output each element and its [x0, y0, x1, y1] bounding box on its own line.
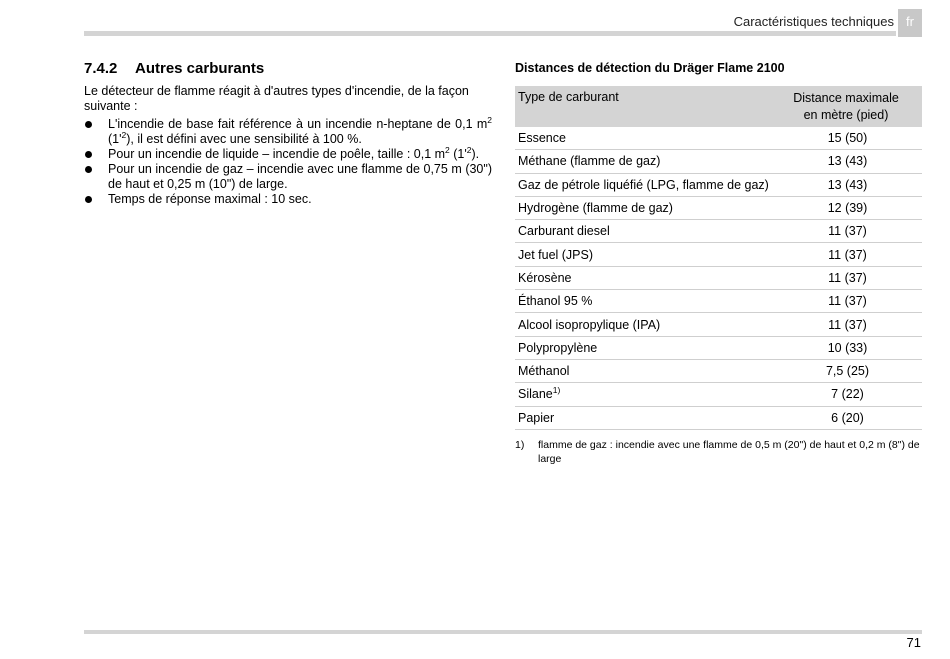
fuel-cell: Carburant diesel [515, 220, 773, 243]
table-row [515, 127, 922, 150]
distance-cell: 6 (20) [773, 406, 922, 429]
fuel-cell: Papier [515, 406, 773, 429]
table-row [515, 359, 922, 382]
bullet-item: Temps de réponse maximal : 10 sec. [84, 192, 492, 207]
fuel-cell: Hydrogène (flamme de gaz) [515, 196, 773, 219]
table-row [515, 383, 922, 406]
section-column [84, 60, 492, 207]
distance-cell: 12 (39) [773, 196, 922, 219]
fuel-cell: Silane$^{1)}$ [515, 383, 773, 406]
bullet-dot-icon [85, 196, 92, 203]
bullet-item: L'incendie de base fait référence à un incendie n-heptane de 0,1 $m^2$ $(1'^2)$, il est défini avec une sensibilité à 100 %. [84, 117, 492, 147]
bullet-dot-icon [85, 151, 92, 158]
table-row [515, 266, 922, 289]
fuel-cell: Essence [515, 127, 773, 150]
table-row [515, 406, 922, 429]
section-number: 7.4.2 [84, 60, 118, 77]
table-title: Distances de détection du Dräger Flame 2100 [515, 61, 785, 75]
distance-cell: 7 (22) [773, 383, 922, 406]
section-intro: Le détecteur de flamme réagit à d'autres types d'incendie, de la façon suivante : [84, 84, 469, 113]
fuel-cell: Gaz de pétrole liquéfié (LPG, flamme de gaz) [515, 173, 773, 196]
distance-cell: 11 (37) [773, 266, 922, 289]
detection-distance-table [515, 86, 922, 430]
header-fuel-type: Type de carburant [515, 86, 773, 127]
fuel-cell: Jet fuel (JPS) [515, 243, 773, 266]
distance-cell: 10 (33) [773, 336, 922, 359]
section-heading [84, 60, 492, 77]
page-number: 71 [906, 635, 921, 650]
footnote-text: flamme de gaz : incendie avec une flamme de 0,5 m (20") de haut et 0,2 m (8") de large [538, 438, 920, 465]
distance-cell: 11 (37) [773, 313, 922, 336]
bullet-item: Pour un incendie de gaz – incendie avec une flamme de 0,75 m (30") de haut et 0,25 m (10") de large. [84, 162, 492, 192]
distance-cell: 15 (50) [773, 127, 922, 150]
distance-cell: 11 (37) [773, 220, 922, 243]
table-column [515, 61, 922, 466]
bullet-dot-icon [85, 121, 92, 128]
table-row [515, 243, 922, 266]
language-tab: fr [898, 9, 922, 37]
fuel-cell: Kérosène [515, 266, 773, 289]
fuel-cell: Méthane (flamme de gaz) [515, 150, 773, 173]
table-row [515, 173, 922, 196]
footer-rule [84, 630, 922, 634]
section-title: Autres carburants [135, 60, 265, 77]
bullet-item: Pour un incendie de liquide – incendie de poêle, taille : 0,1 $m^2$ $(1'^2)$. [84, 147, 492, 162]
footnote-ref: 1) [552, 385, 561, 396]
distance-cell: 7,5 (25) [773, 359, 922, 382]
table-row [515, 220, 922, 243]
table-header-row [515, 86, 922, 127]
table-row [515, 290, 922, 313]
table-row [515, 196, 922, 219]
table-row [515, 313, 922, 336]
distance-cell: 11 (37) [773, 243, 922, 266]
bullet-list [84, 117, 492, 207]
table-row [515, 150, 922, 173]
table-footnote [515, 438, 922, 466]
fuel-cell: Méthanol [515, 359, 773, 382]
distance-cell: 11 (37) [773, 290, 922, 313]
header-rule [84, 31, 896, 36]
fuel-cell: Alcool isopropylique (IPA) [515, 313, 773, 336]
fuel-cell: Polypropylène [515, 336, 773, 359]
fuel-cell: Éthanol 95 % [515, 290, 773, 313]
header-max-distance: Distance maximale en mètre (pied) [773, 86, 922, 127]
distance-cell: 13 (43) [773, 150, 922, 173]
distance-cell: 13 (43) [773, 173, 922, 196]
running-header-title: Caractéristiques techniques [733, 14, 894, 29]
bullet-dot-icon [85, 166, 92, 173]
table-row [515, 336, 922, 359]
footnote-mark: 1) [515, 438, 525, 451]
